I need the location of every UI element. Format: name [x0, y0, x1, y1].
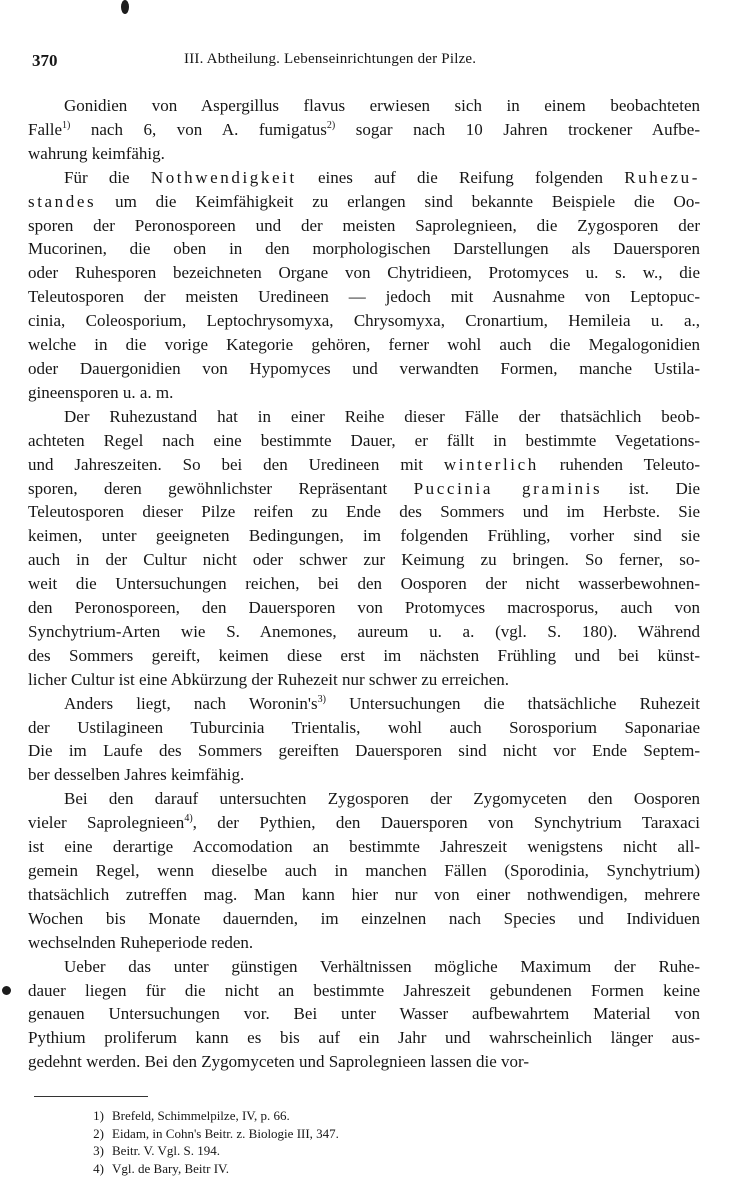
ink-spot-left [2, 986, 11, 995]
text-line [28, 261, 700, 285]
text-line [28, 405, 700, 429]
footnote-ref: 2) [326, 119, 336, 131]
text-line [28, 811, 700, 835]
text-line [28, 214, 700, 238]
text-run: , der Pythien, den Dauersporen von Synchytrium Taraxaci [192, 813, 700, 833]
text-run: den Peronosporeen, den Dauersporen von Protomyces macrosporus, auch von [28, 598, 700, 618]
text-line [28, 692, 700, 716]
text-run: auch in der Cultur nicht oder schwer zur Keimung zu bringen. So ferner, so- [28, 550, 700, 570]
text-line [28, 333, 700, 357]
text-line [28, 477, 700, 501]
text-line [28, 979, 700, 1003]
text-line [28, 883, 700, 907]
paragraph [28, 166, 700, 405]
text-run: Die im Laufe des Sommers gereiften Dauersporen sind nicht vor Ende Septem- [28, 741, 700, 761]
emphasis-spaced: Puccinia graminis [413, 478, 603, 498]
text-line [28, 429, 700, 453]
text-line [28, 787, 700, 811]
text-run: oder Dauergonidien von Hypomyces und verwandten Formen, manche Ustila- [28, 358, 700, 378]
footnote-text: Brefeld, Schimmelpilze, IV, p. 66. [112, 1108, 290, 1124]
text-run: Teleutosporen dieser Pilze reifen zu Ende des Sommers und im Herbste. Sie [28, 502, 700, 522]
text-line [28, 859, 700, 883]
text-line [28, 237, 700, 261]
text-run: weit die Untersuchungen reichen, bei den Oosporen der nicht wasserbewohnen- [28, 574, 700, 594]
text-run: cinia, Coleosporium, Leptochrysomyxa, Chrysomyxa, Cronartium, Hemileia u. a., [28, 311, 700, 331]
text-line [28, 955, 700, 979]
text-run: vieler Saprolegnieen [28, 813, 185, 833]
text-line [28, 500, 700, 524]
text-run: ruhenden Teleuto- [538, 454, 701, 474]
text-run: ist eine derartige Accomodation an bestimmte Jahreszeit wenigstens nicht all- [28, 837, 700, 857]
text-line [28, 644, 700, 668]
footnote-number: 3) [93, 1143, 104, 1159]
text-run: achteten Regel nach eine bestimmte Dauer, er fällt in bestimmte Vegetations- [28, 430, 700, 450]
text-run: Für die [64, 167, 151, 187]
text-line [28, 166, 700, 190]
paragraph [28, 692, 700, 788]
text-run: Falle [28, 119, 62, 139]
book-page [28, 42, 700, 1177]
text-line [28, 620, 700, 644]
emphasis-spaced: standes [28, 191, 97, 211]
text-run: Mucorinen, die oben in den morphologischen Darstellungen als Dauersporen [28, 239, 700, 259]
text-run: ist. Die [602, 478, 700, 498]
footnote-text: Vgl. de Bary, Beitr IV. [112, 1160, 229, 1176]
text-line [28, 907, 700, 931]
text-run: Untersuchungen die thatsächliche Ruhezeit [325, 693, 700, 713]
text-run: Synchytrium-Arten wie S. Anemones, aureum u. a. (vgl. S. 180). Während [28, 621, 700, 641]
text-line [28, 668, 700, 692]
text-line [28, 739, 700, 763]
text-line [28, 309, 700, 333]
footnote-ref: 4) [184, 813, 193, 825]
page-number: 370 [32, 51, 58, 70]
text-run: Bei den darauf untersuchten Zygosporen der Zygomyceten den Oosporen [64, 789, 700, 809]
text-run: gedehnt werden. Bei den Zygomyceten und Saprolegnieen lassen die vor- [28, 1052, 530, 1072]
paragraph [28, 955, 700, 1075]
text-line [28, 931, 700, 955]
text-run: sporen, deren gewöhnlichster Repräsentant [28, 478, 414, 498]
text-run: Gonidien von Aspergillus flavus erwiesen sich in einem beobachteten [64, 96, 700, 115]
text-line [28, 1002, 700, 1026]
text-run: wechselnden Ruheperiode reden. [28, 932, 254, 952]
ink-spot-top [121, 0, 129, 14]
text-run: Wochen bis Monate dauernden, im einzelnen nach Species und Individuen [28, 908, 700, 928]
running-head: III. Abtheilung. Lebenseinrichtungen der Pilze. [184, 51, 477, 67]
text-line [28, 572, 700, 596]
text-run: ber desselben Jahres keimfähig. [28, 765, 245, 785]
text-line [28, 357, 700, 381]
paragraph [28, 405, 700, 692]
text-run: welche in die vorige Kategorie gehören, ferner wohl auch die Megalogonidien [28, 335, 700, 355]
text-run: Pythium proliferum kann es bis auf ein Jahr und wahrscheinlich länger aus- [28, 1028, 700, 1048]
text-line [28, 381, 700, 405]
text-run: Ueber das unter günstigen Verhältnissen mögliche Maximum der Ruhe- [64, 956, 700, 976]
text-run: Anders liegt, nach Woronin's [64, 693, 318, 713]
text-line [28, 763, 700, 787]
footnote-ref: 1) [62, 119, 71, 131]
text-line [28, 1050, 700, 1074]
text-run: und Jahreszeiten. So bei den Uredineen mit [28, 454, 444, 474]
text-line [28, 548, 700, 572]
text-line [28, 118, 700, 142]
text-run: gineensporen u. a. m. [28, 382, 174, 402]
footnote-text: Beitr. V. Vgl. S. 194. [112, 1143, 220, 1159]
text-line [28, 1026, 700, 1050]
text-line [28, 835, 700, 859]
text-run: eines auf die Reifung folgenden [296, 167, 625, 187]
footnote [28, 1107, 700, 1125]
text-run: genauen Untersuchungen vor. Bei unter Wasser aufbewahrtem Material von [28, 1004, 700, 1024]
page-header [28, 42, 700, 68]
text-line [28, 142, 700, 166]
text-run: des Sommers gereift, keimen diese erst im nächsten Frühling und bei künst- [28, 645, 700, 665]
footnote [28, 1125, 700, 1143]
text-run: um die Keimfähigkeit zu erlangen sind bekannte Beispiele die Oo- [96, 191, 700, 211]
text-run: gemein Regel, wenn dieselbe auch in manchen Fällen (Sporodinia, Synchytrium) [28, 861, 700, 880]
footnote-number: 2) [93, 1125, 104, 1141]
text-run: dauer liegen für die nicht an bestimmte Jahreszeit gebundenen Formen keine [28, 980, 700, 1000]
emphasis-spaced: Nothwendigkeit [150, 167, 297, 187]
text-run: Teleutosporen der meisten Uredineen — jedoch mit Ausnahme von Leptopuc- [28, 287, 700, 307]
text-line [28, 285, 700, 309]
text-run: thatsächlich zutreffen mag. Man kann hier nur von einer nothwendigen, mehrere [28, 884, 700, 904]
text-line [28, 524, 700, 548]
text-line [28, 94, 700, 118]
text-run: sogar nach 10 Jahren trockener Aufbe- [335, 119, 701, 139]
text-run: nach 6, von A. fumigatus [70, 119, 327, 139]
text-run: der Ustilagineen Tuburcinia Trientalis, wohl auch Sorosporium Saponariae [28, 717, 700, 737]
text-line [28, 453, 700, 477]
emphasis-spaced: winterlich [443, 454, 539, 474]
footnote-number: 1) [93, 1108, 104, 1124]
footnotes [28, 1107, 700, 1177]
footnote-text: Eidam, in Cohn's Beitr. z. Biologie III, 347. [112, 1125, 339, 1141]
text-line [28, 190, 700, 214]
text-run: keimen, unter geeigneten Bedingungen, im folgenden Frühling, vorher sind sie [28, 526, 700, 546]
footnote-ref: 3) [317, 693, 326, 705]
footnote [28, 1142, 700, 1160]
footnote-number: 4) [93, 1160, 104, 1176]
paragraph [28, 94, 700, 166]
text-line [28, 716, 700, 740]
text-run: sporen der Peronosporeen und der meisten Saprolegnieen, die Zygosporen der [28, 215, 700, 235]
text-run: oder Ruhesporen bezeichneten Organe von Chytridieen, Protomyces u. s. w., die [28, 263, 700, 283]
text-run: Der Ruhezustand hat in einer Reihe dieser Fälle der thatsächlich beob- [64, 406, 700, 426]
body-text [28, 94, 700, 1074]
emphasis-spaced: Ruhezu- [624, 167, 700, 187]
footnote-divider [34, 1096, 148, 1097]
text-run: licher Cultur ist eine Abkürzung der Ruhezeit nur schwer zu erreichen. [28, 669, 510, 689]
paragraph [28, 787, 700, 954]
footnote [28, 1160, 700, 1178]
text-run: wahrung keimfähig. [28, 143, 165, 163]
text-line [28, 596, 700, 620]
